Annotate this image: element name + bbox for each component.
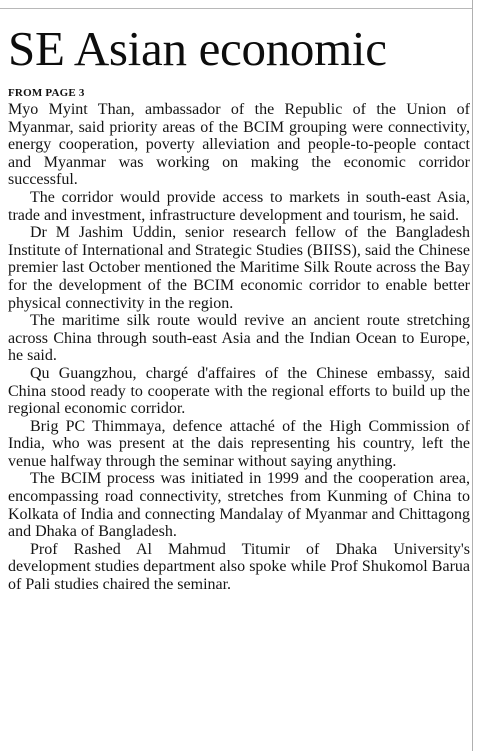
paragraph-2: The corridor would provide access to markets in south-east Asia, trade and investment, infrastructure development and tourism, he said. xyxy=(8,188,470,224)
article-body xyxy=(8,86,470,594)
headline: SE Asian economic xyxy=(8,21,387,76)
paragraph-6: Brig PC Thimmaya, defence attaché of the High Commission of India, who was present at the dais representing his country, left the venue halfway through the seminar without saying anything. xyxy=(8,417,470,470)
jump-line: FROM PAGE 3 xyxy=(8,87,85,99)
paragraph-5: Qu Guangzhou, chargé d'affaires of the Chinese embassy, said China stood ready to cooperate with the regional efforts to build up the regional economic corridor. xyxy=(8,364,470,418)
paragraph-3: Dr M Jashim Uddin, senior research fellow of the Bangladesh Institute of International and Strategic Studies (BIISS), said the Chinese premier last October mentioned the Maritime Silk Route across the Bay for the development of the BCIM economic corridor to enable better physical connectivity in the region. xyxy=(8,224,470,312)
paragraph-4: The maritime silk route would revive an ancient route stretching across China through south-east Asia and the Indian Ocean to Europe, he said. xyxy=(8,312,470,365)
paragraph-8: Prof Rashed Al Mahmud Titumir of Dhaka University's development studies department also spoke while Prof Shukomol Barua of Pali studies chaired the seminar. xyxy=(8,540,470,594)
paragraph-7: The BCIM process was initiated in 1999 and the cooperation area, encompassing road connectivity, stretches from Kunming of China to Kolkata of India and connecting Mandalay of Myanmar and Chittagong and Dhaka of Bangladesh. xyxy=(8,470,470,541)
paragraph-1: Myo Myint Than, ambassador of the Republic of the Union of Myanmar, said priority areas of the BCIM grouping were connectivity, energy cooperation, poverty alleviation and people-to-people contact and Myanmar was working on making the economic corridor successful. xyxy=(8,101,470,189)
column-rule-top xyxy=(0,8,472,9)
column-rule-right xyxy=(472,0,473,751)
